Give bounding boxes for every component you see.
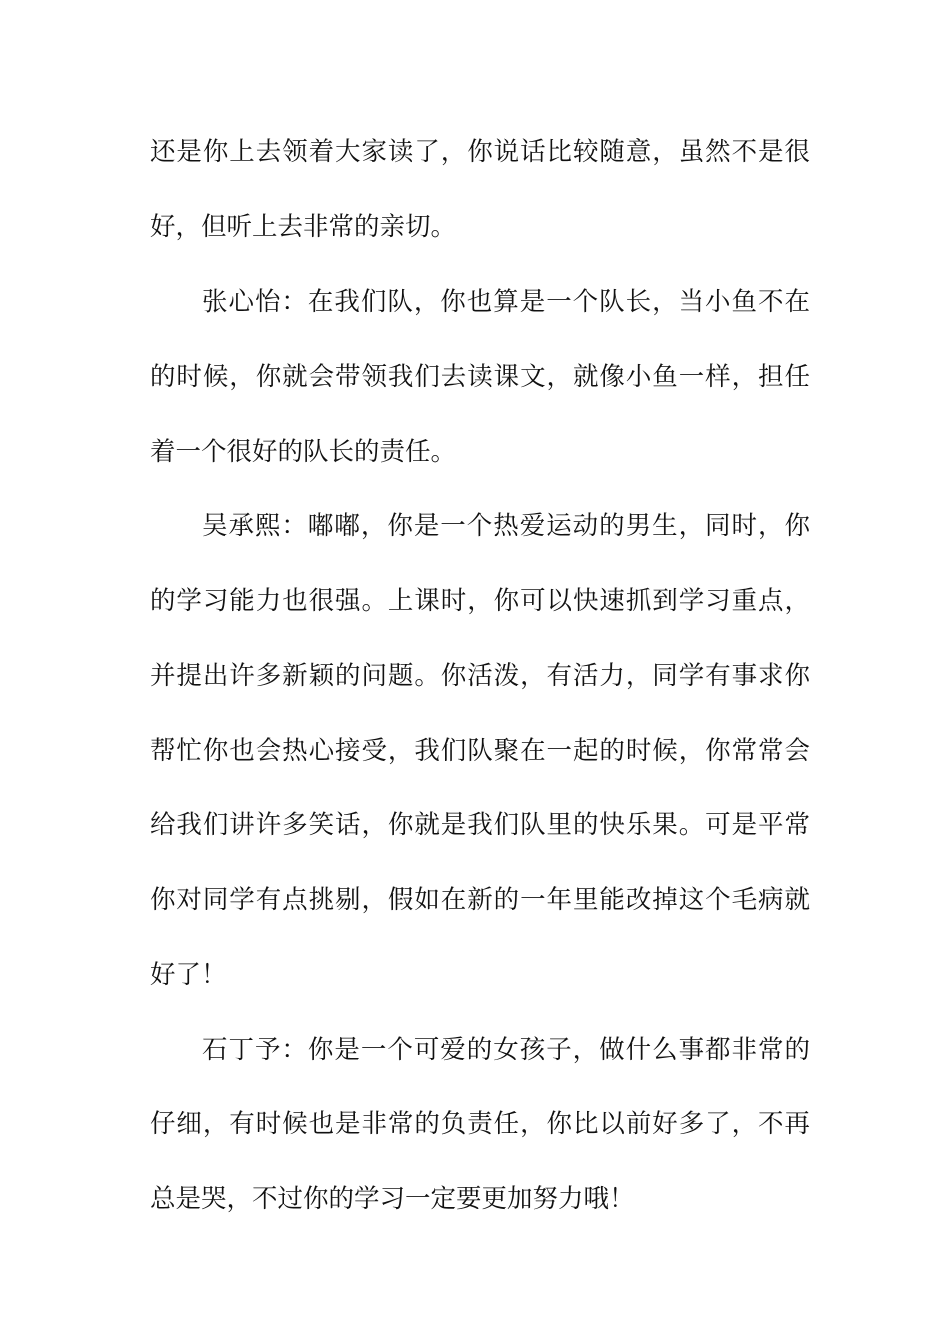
text-line: 并提出许多新颖的问题。你活泼，有活力，同学有事求你	[150, 661, 810, 691]
text-line: 张心怡：在我们队，你也算是一个队长，当小鱼不在	[202, 287, 810, 317]
text-line: 你对同学有点挑剔，假如在新的一年里能改掉这个毛病就	[150, 885, 810, 915]
text-line: 帮忙你也会热心接受，我们队聚在一起的时候，你常常会	[150, 736, 810, 766]
text-line: 的时候，你就会带领我们去读课文，就像小鱼一样，担任	[150, 362, 810, 392]
text-line: 吴承熙：嘟嘟，你是一个热爱运动的男生，同时，你	[202, 511, 810, 541]
text-line: 总是哭，不过你的学习一定要更加努力哦！	[150, 1184, 635, 1214]
text-line: 仔细，有时候也是非常的负责任，你比以前好多了，不再	[150, 1109, 810, 1139]
text-line: 着一个很好的队长的责任。	[150, 437, 457, 467]
text-line: 给我们讲许多笑话，你就是我们队里的快乐果。可是平常	[150, 810, 810, 840]
text-line: 还是你上去领着大家读了，你说话比较随意，虽然不是很	[150, 137, 810, 167]
text-line: 好了！	[150, 960, 227, 990]
text-line: 石丁予：你是一个可爱的女孩子，做什么事都非常的	[202, 1035, 810, 1065]
text-line: 好，但听上去非常的亲切。	[150, 212, 457, 242]
text-line: 的学习能力也很强。上课时，你可以快速抓到学习重点，	[150, 586, 810, 616]
